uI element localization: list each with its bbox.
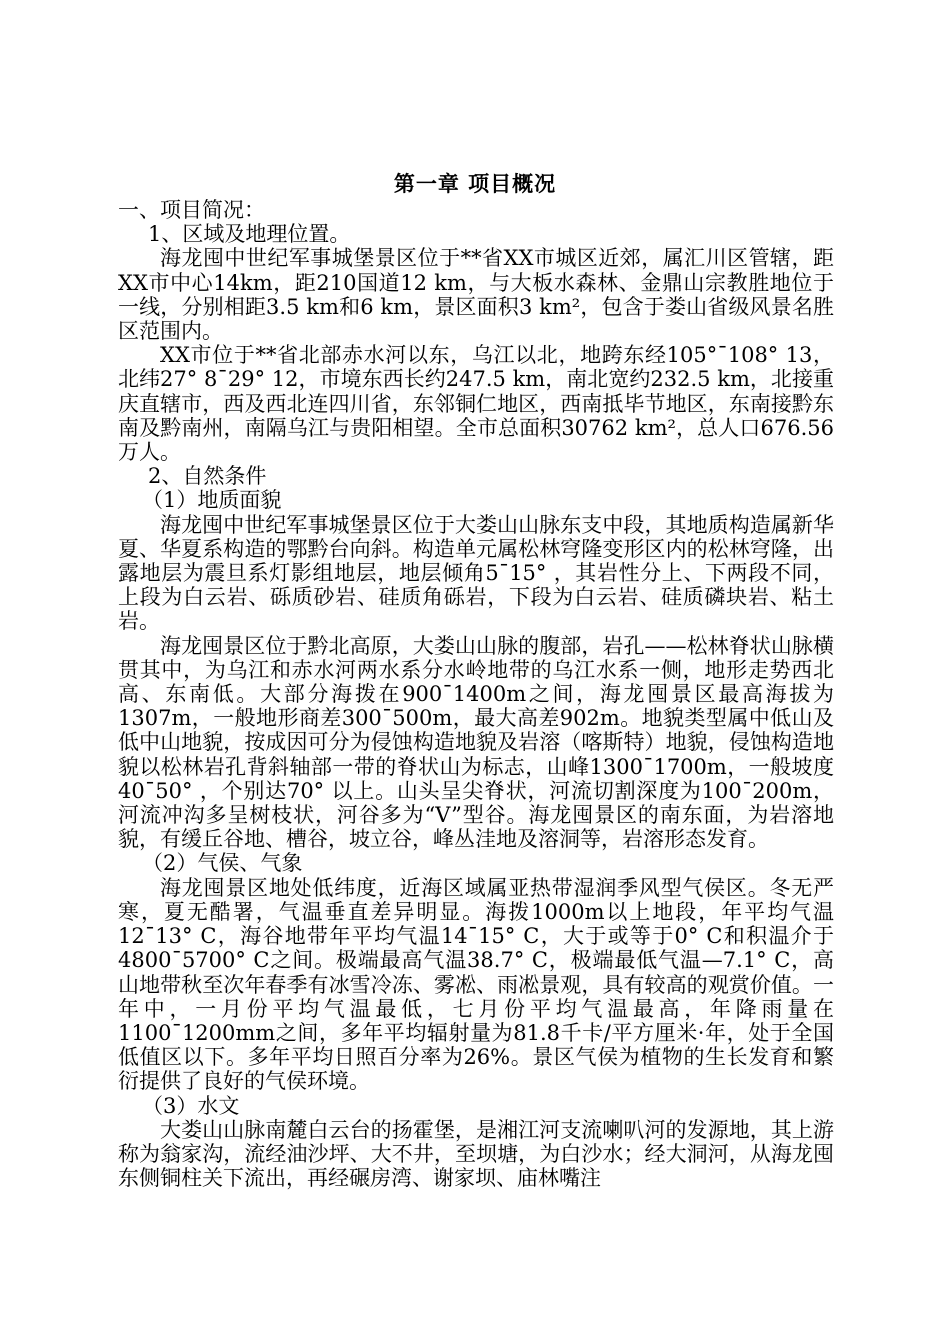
subsection-heading: 1、区域及地理位置。 [148,222,351,247]
sub-heading: （3）水文 [142,1093,240,1118]
document-body [118,198,834,1190]
sub-heading: （1）地质面貌 [142,488,282,513]
sub-heading: （2）气侯、气象 [142,851,303,876]
paragraph: 海龙囤中世纪军事城堡景区位于**省XX市城区近郊，属汇川区管辖，距XX市中心14km，距210国道12 km，与大板水森林、金鼎山宗教胜地位于一线，分别相距3.5 km和6 km，景区面积3 km²，包含于娄山省级风景名胜区范围内。 [118,246,834,344]
chapter-title: 第一章 项目概况 [393,172,557,196]
paragraph: XX市位于**省北部赤水河以东，乌江以北，地跨东经105°¯108° 13，北纬27° 8¯29° 12，市境东西长约247.5 km，南北宽约232.5 km，北接重庆直辖市，西及西北连四川省，东邻铜仁地区，西南抵毕节地区，东南接黔东南及黔南州，南隔乌江与贵阳相望。全市总面积30762 km²，总人口676.56万人。 [118,343,834,465]
subsection-heading: 2、自然条件 [148,464,267,489]
paragraph: 海龙囤中世纪军事城堡景区位于大娄山山脉东支中段，其地质构造属新华夏、华夏系构造的鄂黔台向斜。构造单元属松林穹隆变形区内的松林穹隆，出露地层为震旦系灯影组地层，地层倾角5¯15° ，其岩性分上、下两段不同，上段为白云岩、砾质砂岩、硅质角砾岩，下段为白云岩、硅质磷块岩、粘土岩。 [118,512,834,634]
section-heading: 一、项目简况： [118,198,265,222]
paragraph: 海龙囤景区位于黔北高原，大娄山山脉的腹部，岩孔——松林脊状山脉横贯其中，为乌江和赤水河两水系分水岭地带的乌江水系一侧，地形走势西北高、东南低。大部分海拨在900¯1400m之间，海龙囤景区最高海拔为1307m，一般地形商差300¯500m，最大高差902m。地貌类型属中低山及低中山地貌，按成因可分为侵蚀构造地貌及岩溶（喀斯特）地貌，侵蚀构造地貌以松林岩孔背斜轴部一带的脊状山为标志，山峰1300¯1700m，一般坡度40¯50° ，个别达70° 以上。山头呈尖脊状，河流切割深度为100¯200m，河流冲沟多呈树枝状，河谷多为“V”型谷。海龙囤景区的南东面，为岩溶地貌，有缓丘谷地、槽谷，坡立谷，峰丛洼地及溶洞等，岩溶形态发育。 [118,633,834,852]
paragraph: 海龙囤景区地处低纬度，近海区域属亚热带湿润季风型气侯区。冬无严寒，夏无酷署，气温垂直差异明显。海拨1000m以上地段，年平均气温12¯13° C，海谷地带年平均气温14¯15° C，大于或等于0° C和积温介于4800¯5700° C之间。极端最高气温38.7° C，极端最低气温—7.1° C，高山地带秋至次年春季有冰雪冷冻、雾凇、雨凇景观，具有较高的观赏价值。一年中，一月份平均气温最低，七月份平均气温最高，年降雨量在1100¯1200mm之间，多年平均辐射量为81.8千卡/平方厘米·年，处于全国低值区以下。多年平均日照百分率为26%。景区气侯为植物的生长发育和繁衍提供了良好的气侯环境。 [118,875,834,1094]
paragraph: 大娄山山脉南麓白云台的扬霍堡，是湘江河支流喇叭河的发源地，其上游称为翁家沟，流经油沙坪、大不井，至坝塘，为白沙水；经大洞河，从海龙囤东侧铜柱关下流出，再经碾房湾、谢家坝、庙林嘴注 [118,1117,834,1191]
